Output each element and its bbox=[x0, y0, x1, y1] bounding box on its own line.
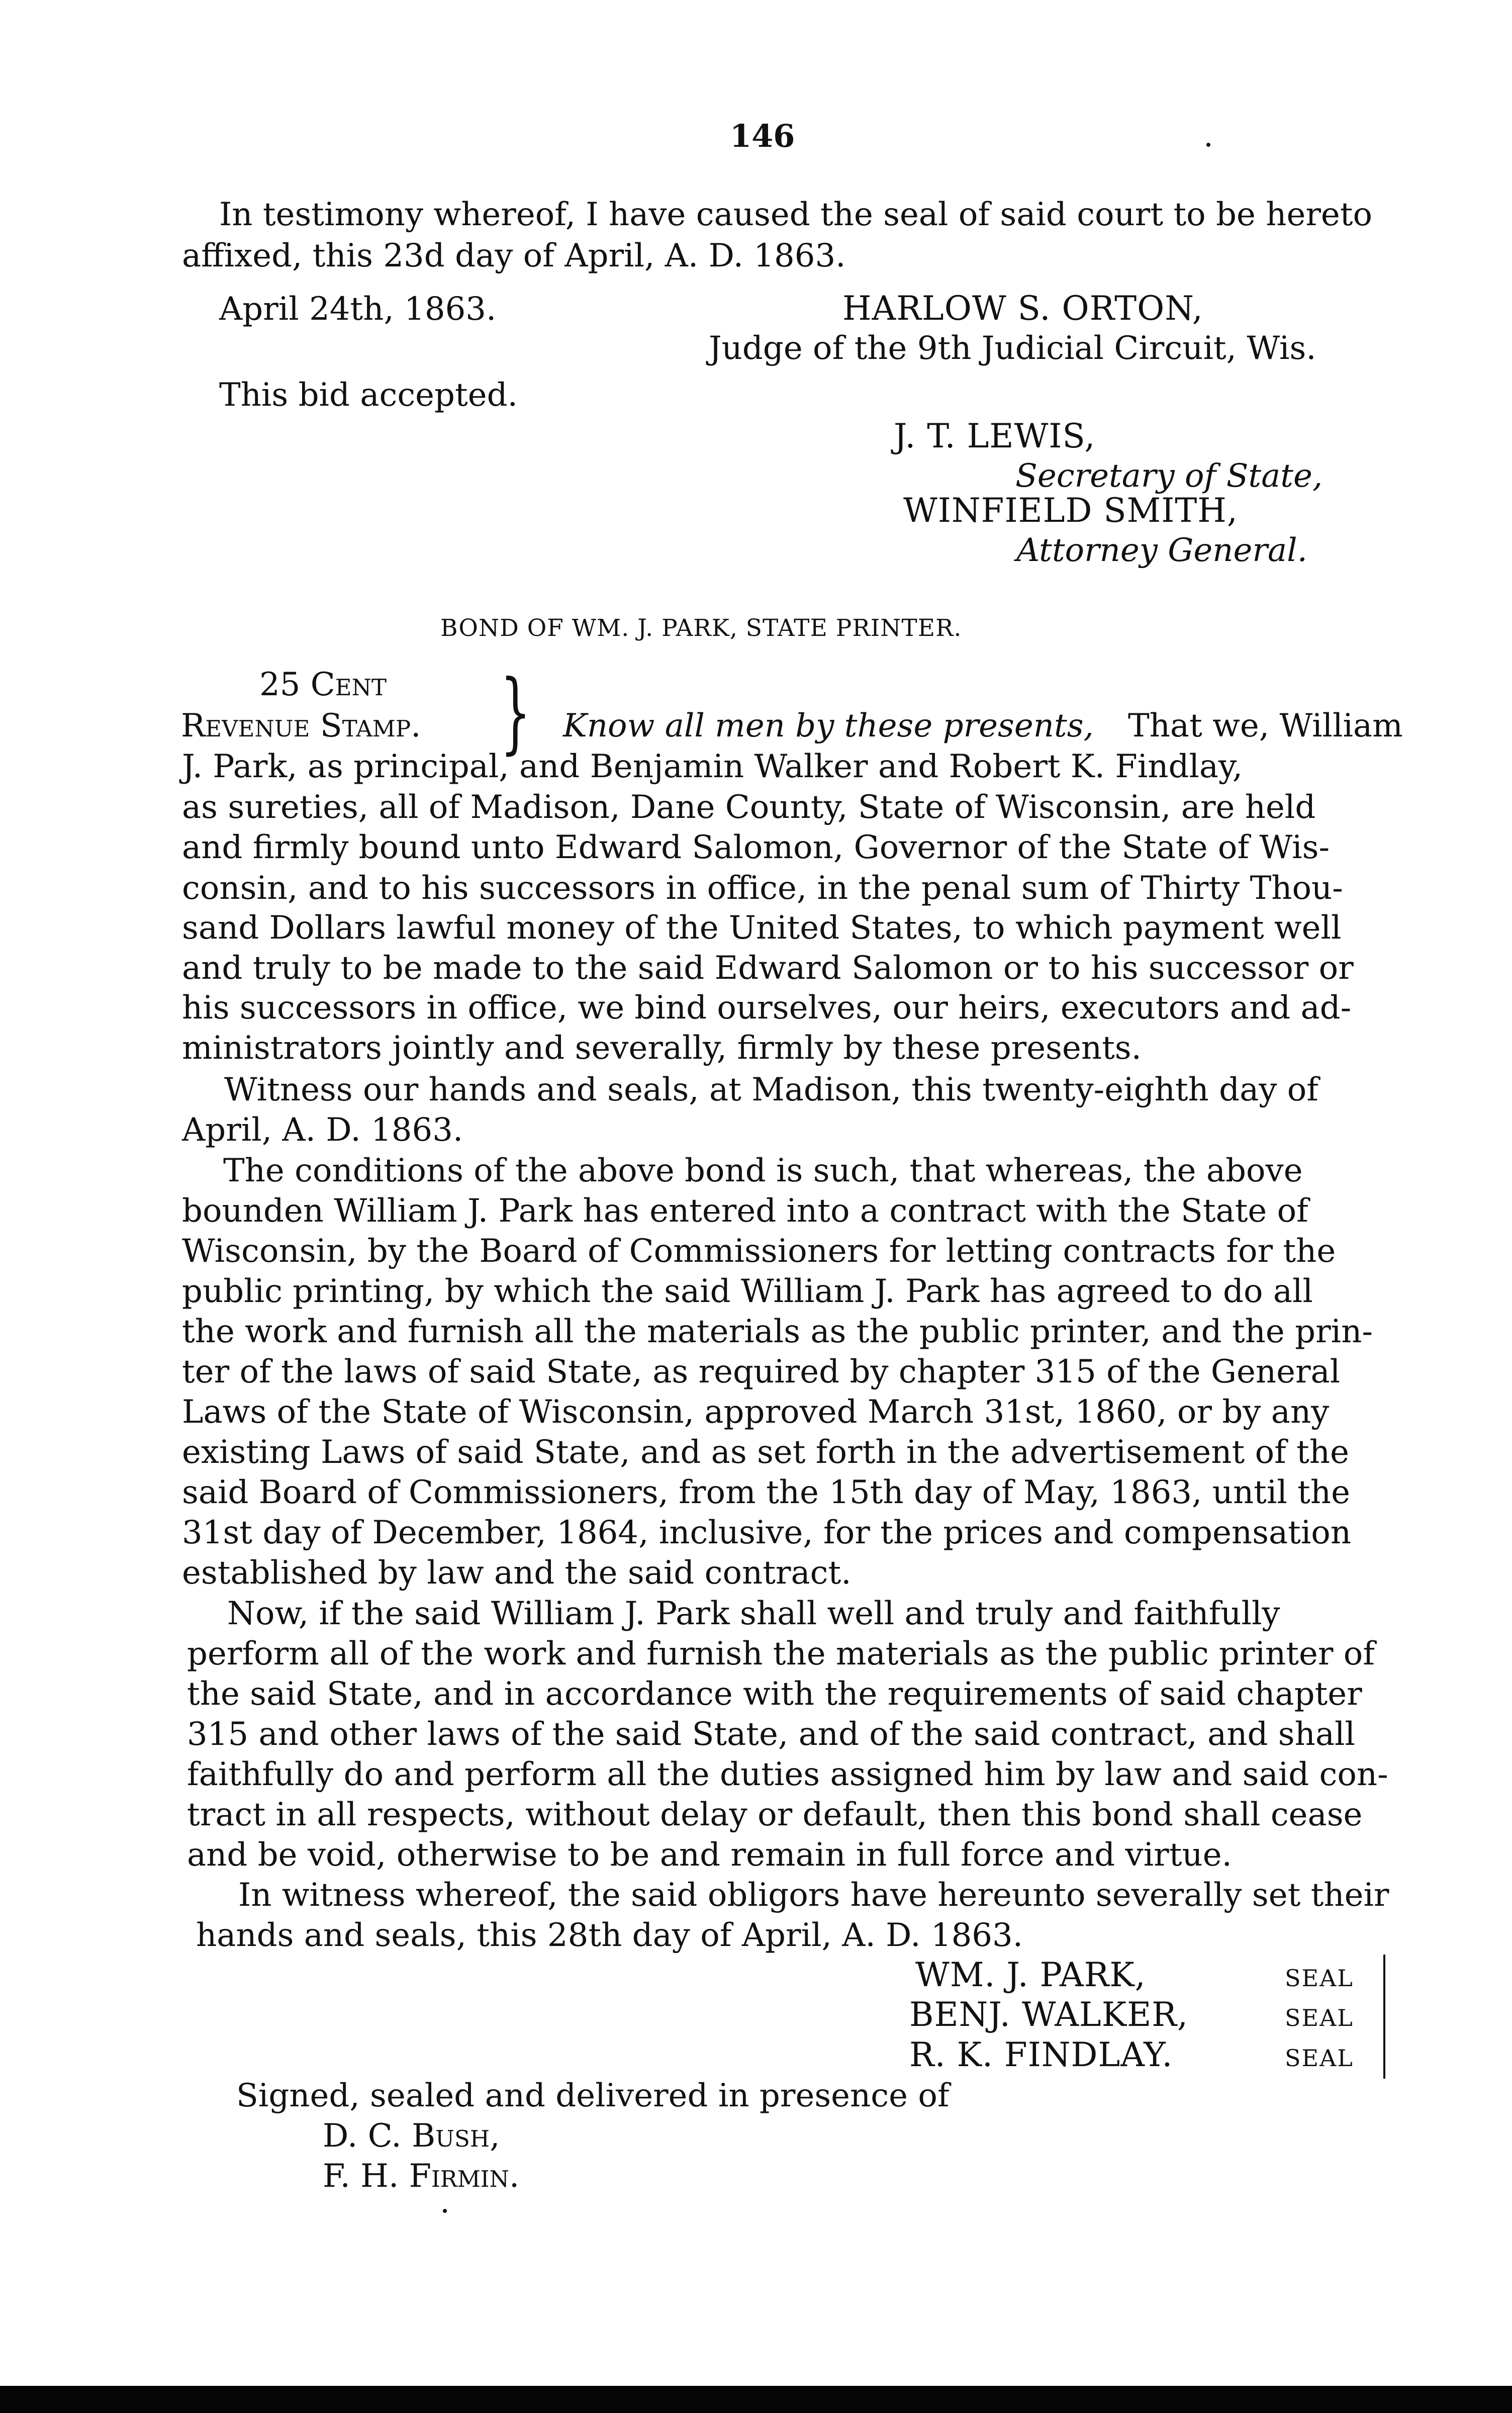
stamp-line-1: 25 Cent bbox=[259, 666, 387, 703]
witness-bush: D. C. Bush, bbox=[323, 2117, 500, 2155]
testimony-line-1: In testimony whereof, I have caused the seal of said court to be hereto bbox=[219, 196, 1373, 233]
bond-line-6: and truly to be made to the said Edward Salomon or to his successor or bbox=[182, 950, 1354, 987]
signatory-findlay-name: R. K. FINDLAY. bbox=[909, 2035, 1173, 2074]
now-line-6: tract in all respects, without delay or default, then this bond shall cease bbox=[187, 1796, 1363, 1833]
conditions-line-7: Laws of the State of Wisconsin, approved March 31st, 1860, or by any bbox=[182, 1394, 1330, 1431]
conditions-line-10: 31st day of December, 1864, inclusive, for the prices and compensation bbox=[182, 1514, 1352, 1551]
bond-line-8: ministrators jointly and severally, firmly by these presents. bbox=[182, 1030, 1142, 1067]
conditions-line-6: ter of the laws of said State, as required by chapter 315 of the General bbox=[182, 1353, 1341, 1390]
final-witness-line-2: hands and seals, this 28th day of April, A. D. 1863. bbox=[196, 1917, 1023, 1954]
bond-line-1: J. Park, as principal, and Benjamin Walker and Robert K. Findlay, bbox=[182, 748, 1243, 785]
conditions-line-4: public printing, by which the said William J. Park has agreed to do all bbox=[182, 1273, 1313, 1310]
now-line-7: and be void, otherwise to be and remain in full force and virtue. bbox=[187, 1836, 1232, 1874]
bond-line-2: as sureties, all of Madison, Dane County, State of Wisconsin, are held bbox=[182, 789, 1316, 826]
now-line-4: 315 and other laws of the said State, and of the said contract, and shall bbox=[187, 1716, 1355, 1753]
witness-line-2: April, A. D. 1863. bbox=[182, 1111, 463, 1149]
conditions-line-11: established by law and the said contract. bbox=[182, 1554, 852, 1592]
orton-date: April 24th, 1863. bbox=[219, 291, 497, 328]
signatory-park-name: WM. J. PARK, bbox=[915, 1956, 1146, 1994]
presence-intro: Signed, sealed and delivered in presence of bbox=[236, 2077, 950, 2114]
conditions-line-9: said Board of Commissioners, from the 15th day of May, 1863, until the bbox=[182, 1474, 1350, 1511]
lewis-title: Secretary of State, bbox=[1015, 457, 1323, 495]
conditions-line-2: bounden William J. Park has entered into a contract with the State of bbox=[182, 1192, 1308, 1230]
bottom-edge-rule bbox=[0, 2386, 1512, 2413]
now-line-3: the said State, and in accordance with the requirements of said chapter bbox=[187, 1676, 1362, 1713]
witness-firmin: F. H. Firmin. bbox=[323, 2158, 520, 2195]
bond-opening-rest: That we, William bbox=[1128, 707, 1403, 745]
conditions-line-3: Wisconsin, by the Board of Commissioners for letting contracts for the bbox=[182, 1233, 1336, 1270]
smith-name: WINFIELD SMITH, bbox=[903, 491, 1238, 530]
conditions-line-1: The conditions of the above bond is such, that whereas, the above bbox=[223, 1152, 1303, 1189]
bond-line-3: and firmly bound unto Edward Salomon, Governor of the State of Wis- bbox=[182, 829, 1330, 866]
bond-line-5: sand Dollars lawful money of the United States, to which payment well bbox=[182, 909, 1342, 947]
bid-accepted-text: This bid accepted. bbox=[219, 377, 518, 414]
stamp-brace: } bbox=[500, 662, 531, 764]
final-witness-line-1: In witness whereof, the said obligors have hereunto severally set their bbox=[238, 1877, 1389, 1914]
print-speck bbox=[1206, 143, 1210, 147]
testimony-line-2: affixed, this 23d day of April, A. D. 1863. bbox=[182, 237, 846, 274]
orton-title: Judge of the 9th Judicial Circuit, Wis. bbox=[709, 330, 1316, 367]
print-speck bbox=[443, 2209, 447, 2213]
lewis-name: J. T. LEWIS, bbox=[894, 417, 1096, 455]
now-line-5: faithfully do and perform all the duties assigned him by law and said con- bbox=[187, 1756, 1388, 1793]
stamp-line-2: Revenue Stamp. bbox=[181, 707, 421, 745]
conditions-line-5: the work and furnish all the materials as the public printer, and the prin- bbox=[182, 1313, 1373, 1350]
bond-line-4: consin, and to his successors in office, in the penal sum of Thirty Thou- bbox=[182, 870, 1343, 907]
bond-opening-italic: Know all men by these presents, bbox=[563, 707, 1094, 745]
bond-line-7: his successors in office, we bind ourselves, our heirs, executors and ad- bbox=[182, 989, 1352, 1027]
conditions-line-8: existing Laws of said State, and as set forth in the advertisement of the bbox=[182, 1434, 1349, 1471]
seal-bracket-findlay bbox=[1376, 2034, 1385, 2079]
seal-label-findlay: SEAL bbox=[1285, 2045, 1354, 2072]
seal-bracket-walker bbox=[1376, 1994, 1385, 2038]
orton-name: HARLOW S. ORTON, bbox=[842, 289, 1203, 328]
seal-bracket-park bbox=[1376, 1955, 1385, 1999]
seal-label-walker: SEAL bbox=[1285, 2004, 1354, 2031]
now-line-2: perform all of the work and furnish the materials as the public printer of bbox=[187, 1635, 1375, 1673]
smith-title: Attorney General. bbox=[1016, 532, 1307, 569]
now-line-1: Now, if the said William J. Park shall well and truly and faithfully bbox=[227, 1595, 1280, 1632]
seal-label-park: SEAL bbox=[1285, 1965, 1354, 1992]
bond-title: BOND OF WM. J. PARK, STATE PRINTER. bbox=[440, 614, 962, 642]
page-number: 146 bbox=[730, 118, 795, 154]
signatory-walker-name: BENJ. WALKER, bbox=[909, 1995, 1188, 2034]
witness-line-1: Witness our hands and seals, at Madison, this twenty-eighth day of bbox=[224, 1071, 1318, 1108]
